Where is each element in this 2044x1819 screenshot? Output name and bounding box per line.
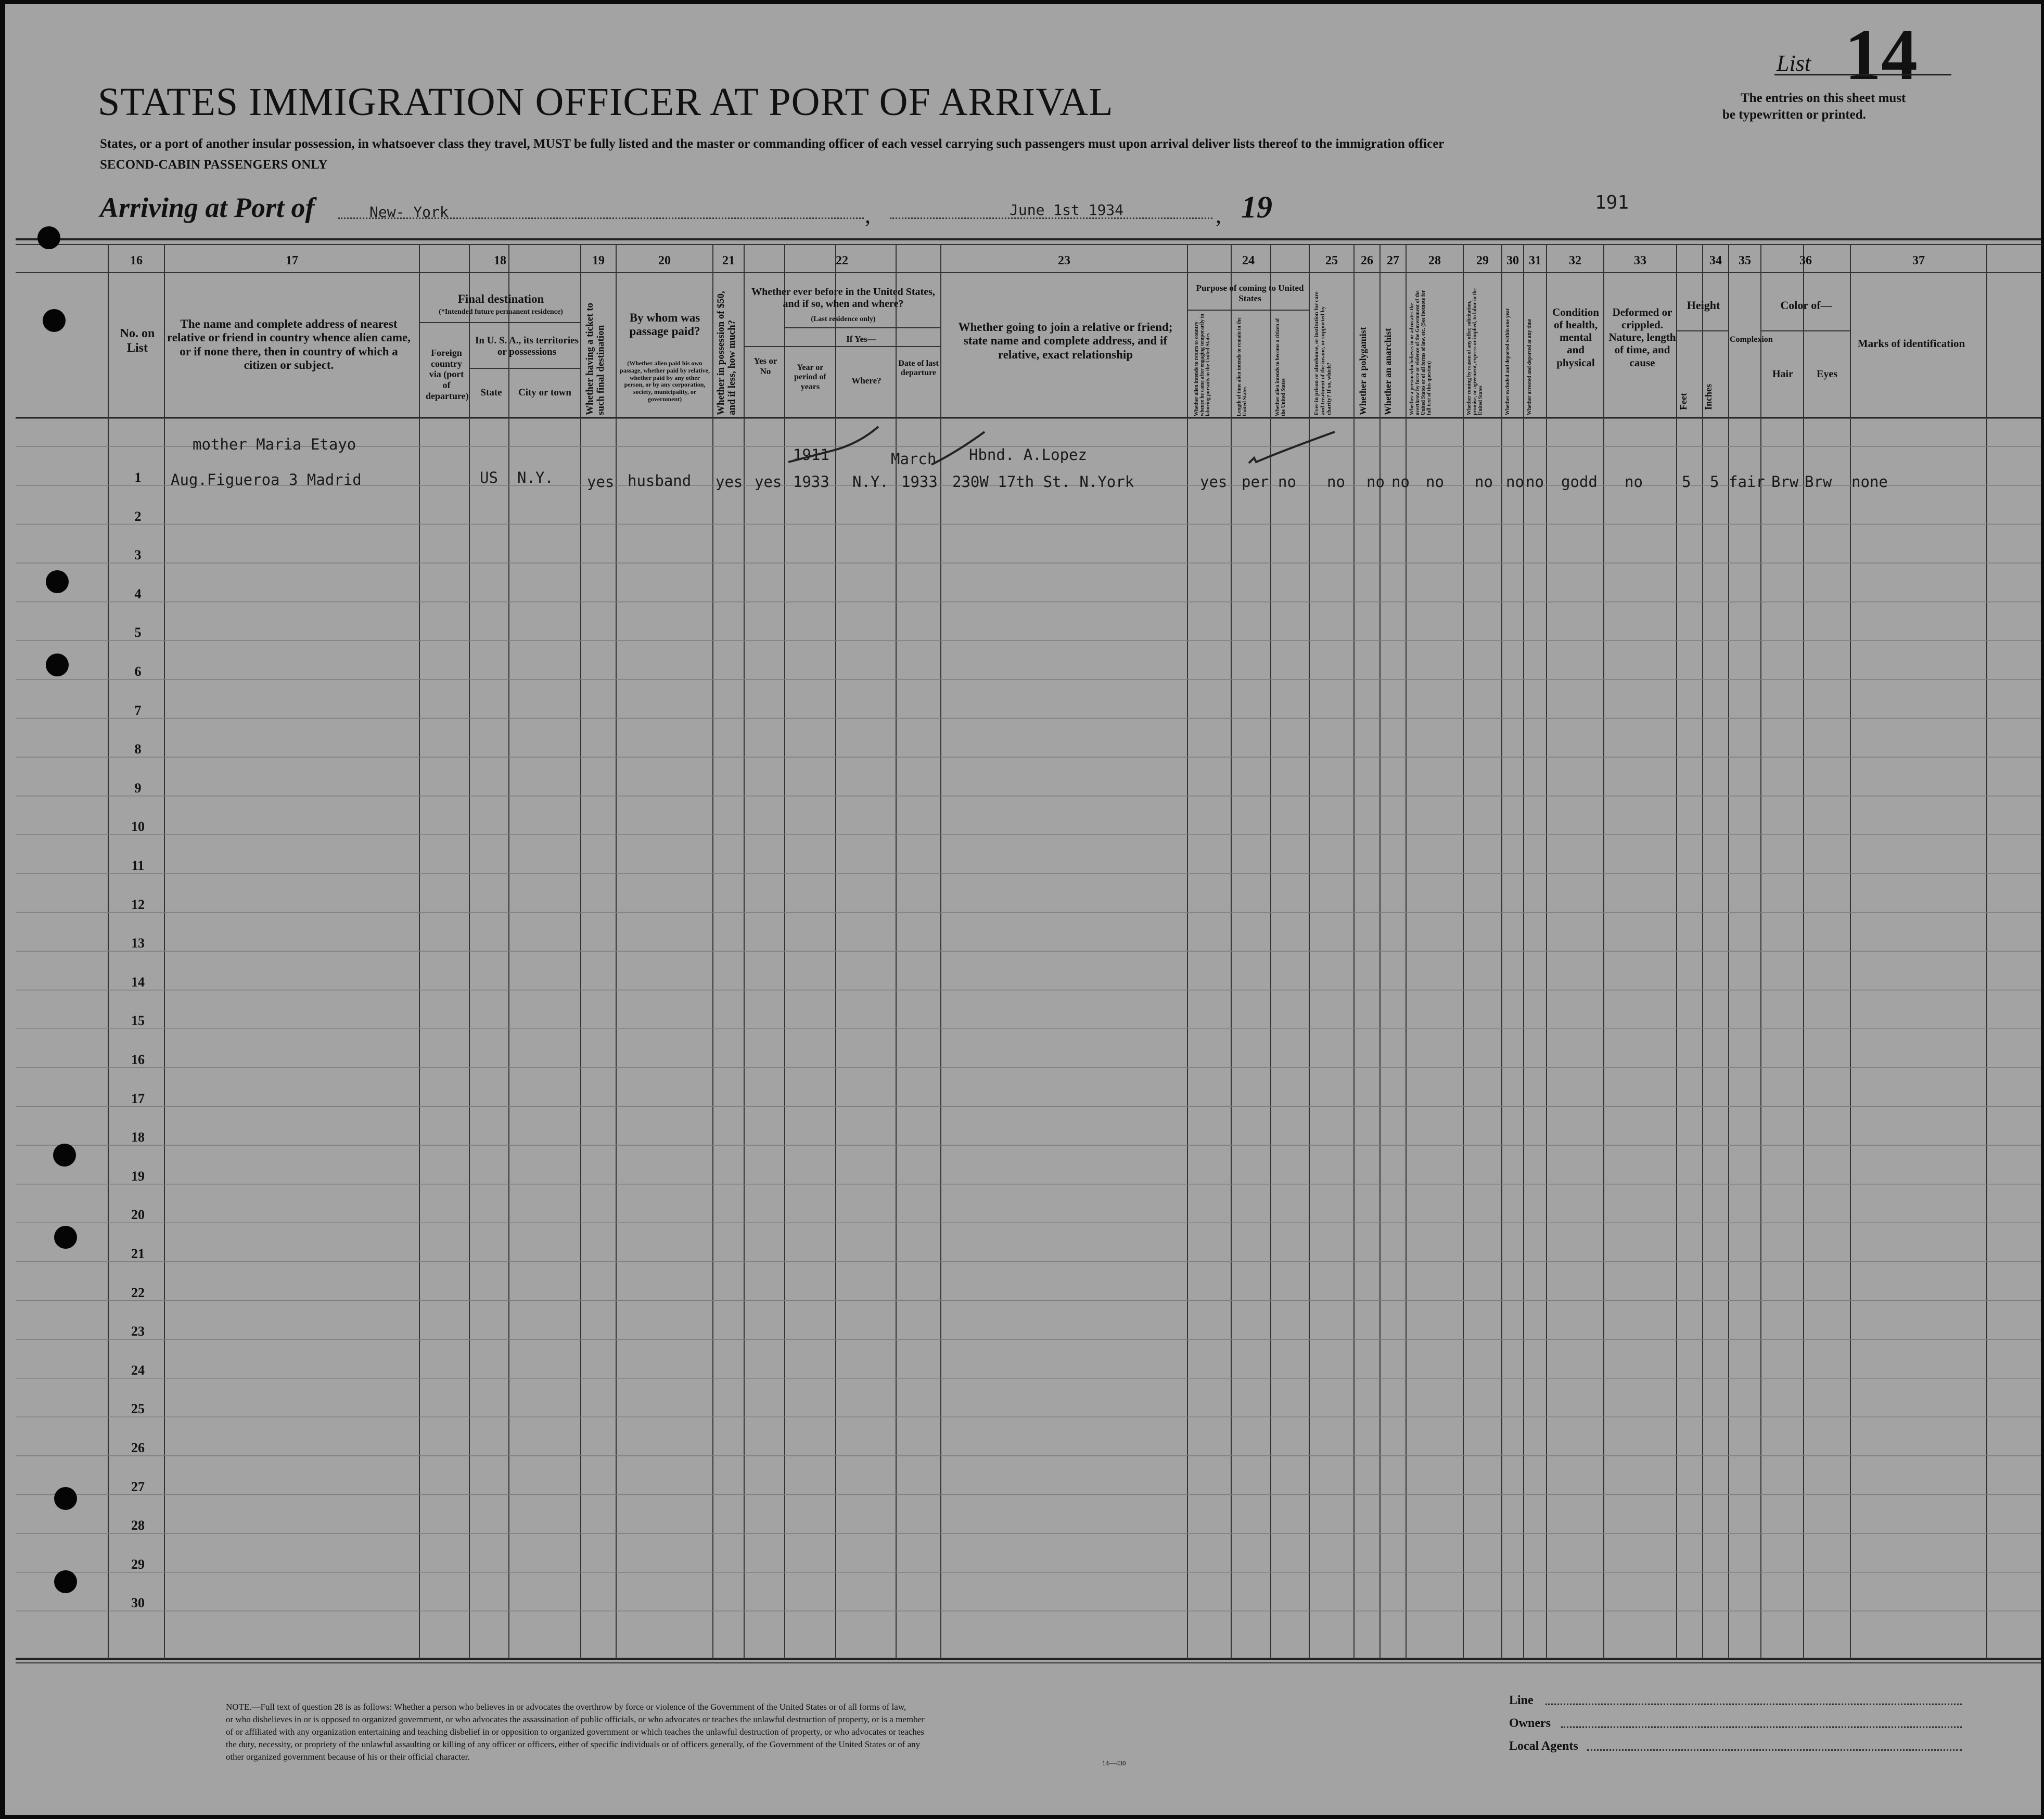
column-number: 28 (1428, 254, 1441, 267)
column-number: 25 (1325, 254, 1338, 267)
entry-city: N.Y. (517, 469, 554, 486)
entry-departure-month: March (891, 450, 937, 468)
header-feet: Feet (1678, 393, 1689, 410)
entry-polygamist: no (1366, 473, 1385, 491)
column-number: 20 (658, 254, 671, 267)
header-inches: Inches (1703, 383, 1714, 410)
header-final-destination-sub: (*Intended future permanent residence) (439, 308, 563, 316)
column-number: 23 (1058, 254, 1070, 267)
date-value: June 1st 1934 (1010, 201, 1124, 219)
row-number: 8 (134, 741, 142, 757)
column-number: 24 (1242, 254, 1255, 267)
column-number: 18 (494, 254, 506, 267)
local-agents-field (1587, 1749, 1962, 1751)
entry-eyes: Brw (1805, 473, 1832, 491)
row-number: 13 (131, 936, 145, 951)
row-number: 25 (131, 1401, 145, 1417)
column-number: 35 (1739, 254, 1751, 267)
header-question-28: Whether a person who believes in or advocates the overthrow by force or violence of the Government of the United States or of all forms of law, etc. (See footnote for full text of this question) (1409, 290, 1432, 415)
header-if-yes: If Yes— (846, 334, 876, 344)
page-title: STATES IMMIGRATION OFFICER AT PORT OF ARRIVAL (98, 80, 1114, 124)
header-purpose-return: Whether alien intends to return to country whence he came after engaging temporarily in laboring pursuits in the United States (1194, 314, 1211, 416)
row-number: 19 (131, 1168, 145, 1184)
header-in-usa: In U. S. A., its territories or possessions (475, 335, 579, 357)
header-anarchist: Whether an anarchist (1383, 328, 1393, 415)
header-no-on-list: No. on List (120, 327, 155, 355)
header-passage-paid-sub: (Whether alien paid his own passage, whether paid by relative, whether paid by any other person, or by any corporation, society, municipality, or government) (620, 360, 710, 403)
entry-where: N.Y. (852, 473, 889, 491)
stamp-number: 191 (1595, 192, 1629, 213)
entry-excluded: no (1506, 473, 1524, 491)
footnote-line: of or affiliated with any organization entertaining and teaching disbelief in or opposition to organized government or which teaches the unlawful destruction of property, or who advocates or teaches (226, 1727, 924, 1737)
header-complexion: Complexion (1730, 335, 1773, 344)
header-last-departure: Date of last departure (898, 359, 939, 378)
entry-return-intent: yes (1200, 473, 1228, 491)
row-number: 5 (134, 625, 142, 641)
entry-possession-50: yes (716, 473, 743, 491)
row-number: 6 (134, 664, 142, 679)
header-deported: Whether arrested and deported at any time (1527, 318, 1532, 415)
line-label: Line (1509, 1694, 1534, 1707)
year-prefix: 19 (1241, 190, 1272, 224)
header-health: Condition of health, mental and physical (1552, 306, 1599, 369)
arriving-label: Arriving at Port of (100, 192, 315, 223)
header-height: Height (1687, 299, 1720, 312)
header-purpose: Purpose of coming to United States (1196, 283, 1304, 303)
line-field (1545, 1703, 1962, 1705)
entry-marks: none (1851, 473, 1888, 491)
entry-state: US (480, 469, 498, 486)
footnote-line: other organized government because of his or their official character. (226, 1752, 470, 1762)
column-number: 32 (1569, 254, 1581, 267)
header-city: City or town (518, 387, 572, 398)
form-number: 14—430 (1102, 1759, 1126, 1767)
entry-before-in-us: yes (755, 473, 782, 491)
entry-anarchist: no (1391, 473, 1410, 491)
entry-year-1: 1911 (793, 446, 829, 464)
column-number: 30 (1506, 254, 1519, 267)
row-number: 4 (134, 586, 142, 601)
row-number: 10 (131, 819, 145, 835)
header-last-residence: (Last residence only) (811, 315, 876, 323)
column-number: 21 (722, 254, 735, 267)
header-purpose-length: Length of time alien intends to remain in the United States (1236, 317, 1248, 416)
row-number: 7 (134, 702, 142, 718)
entry-hair: Brw (1771, 473, 1799, 491)
column-number: 33 (1634, 254, 1646, 267)
header-ticket: Whether having a ticket to such final destination (584, 302, 606, 415)
check-mark-annotations (5, 4, 2041, 1815)
header-foreign-country: Foreign country via (port of departure) (426, 348, 469, 401)
header-join-relative: Whether going to join a relative or friend; state name and complete address, and if relative, exact relationship (958, 321, 1173, 361)
header-final-destination: Final destination (457, 292, 544, 305)
header-ever-before: Whether ever before in the United States, and if so, when and where? (751, 286, 935, 310)
header-deformed: Deformed or crippled. Nature, length of time, and cause (1608, 306, 1676, 369)
list-label: List (1777, 50, 1811, 76)
entry-year-2: 1933 (793, 473, 829, 491)
row-number: 17 (131, 1091, 145, 1106)
header-prison: Ever in prison or almshouse, or institution for care and treatment of the insane, or supported by charity? If so, which? (1313, 291, 1333, 415)
entry-q28: no (1426, 473, 1444, 491)
row-number: 23 (131, 1324, 145, 1339)
entry-citizen: no (1278, 473, 1296, 491)
entry-relative-line2: Aug.Figueroa 3 Madrid (171, 471, 362, 489)
header-year-period: Year or period of years (794, 363, 826, 391)
column-number: 17 (286, 254, 298, 267)
column-number: 19 (592, 254, 605, 267)
entry-passage-paid: husband (628, 472, 692, 490)
header-color-of: Color of— (1780, 299, 1832, 312)
footnote-line: the duty, necessity, or propriety of the unlawful assaulting or killing of any officer or officers, either of specific individuals or of officers generally, of the Government of the United States or of any (226, 1739, 921, 1749)
column-number: 16 (130, 254, 143, 267)
comma: , (1216, 202, 1221, 228)
owners-label: Owners (1509, 1716, 1551, 1730)
typewritten-note: The entries on this sheet must (1741, 91, 1906, 105)
row-number: 27 (131, 1479, 145, 1494)
comma: , (865, 202, 871, 228)
typewritten-note: be typewritten or printed. (1722, 108, 1866, 122)
row-number: 1 (134, 470, 142, 485)
footnote-line: NOTE.—Full text of question 28 is as follows: Whether a person who believes in or advocates the overthrow by force or violence of the Government of the United States or of all forms of law, (226, 1702, 906, 1712)
instructions-line: States, or a port of another insular possession, in whatsoever class they travel, MUST be fully listed and the master or commanding officer of each vessel carrying such passengers must upon arrival deliver lists thereof to the immigration officer (100, 137, 1445, 151)
entry-length-of-stay: per (1242, 473, 1269, 491)
entry-join-line1: Hbnd. A.Lopez (969, 446, 1087, 464)
row-number: 20 (131, 1207, 145, 1223)
entry-prison: no (1327, 473, 1345, 491)
header-yes-no: Yes or No (753, 356, 777, 376)
second-cabin-line: SECOND-CABIN PASSENGERS ONLY (100, 158, 328, 172)
header-state: State (480, 387, 502, 398)
row-number: 22 (131, 1285, 145, 1300)
owners-field (1561, 1726, 1962, 1728)
entry-departure-year: 1933 (901, 473, 938, 491)
entry-complexion: fair (1729, 473, 1765, 491)
row-number: 2 (134, 508, 142, 524)
row-number: 9 (134, 780, 142, 796)
column-number: 27 (1387, 254, 1399, 267)
row-number: 24 (131, 1362, 145, 1378)
header-passage-paid: By whom was passage paid? (629, 311, 700, 338)
header-hair: Hair (1772, 368, 1793, 380)
header-excluded: Whether excluded and deported within one year (1505, 308, 1511, 415)
footnote-line: or who disbelieves in or is opposed to organized government, or who advocates the assassination of public officials, or who advocates or teaches the unlawful destruction of property, or is a member (226, 1714, 925, 1724)
header-purpose-citizen: Whether alien intends to become a citizen of the United States (1275, 318, 1286, 416)
column-number: 37 (1912, 254, 1925, 267)
column-number: 29 (1476, 254, 1489, 267)
row-number: 21 (131, 1246, 145, 1261)
port-value: New- York (369, 203, 449, 221)
column-number: 26 (1361, 254, 1373, 267)
list-number: 14 (1845, 15, 1918, 95)
entry-feet: 5 (1682, 473, 1691, 491)
row-number: 28 (131, 1518, 145, 1533)
header-offer-labor: Whether coming by reason of any offer, solicitation, promise, or agreement, express or implied, to labor in the United States (1466, 288, 1484, 415)
column-number: 22 (836, 254, 848, 267)
entry-offer-labor: no (1475, 473, 1493, 491)
header-eyes: Eyes (1817, 368, 1837, 380)
column-number: 36 (1799, 254, 1812, 267)
row-number: 18 (131, 1130, 145, 1145)
entry-relative-line1: mother Maria Etayo (193, 435, 356, 453)
entry-join-line2: 230W 17th St. N.York (952, 473, 1134, 491)
entry-inches: 5 (1710, 473, 1719, 491)
row-number: 26 (131, 1440, 145, 1455)
header-where: Where? (851, 376, 882, 386)
row-number: 29 (131, 1556, 145, 1572)
entry-ticket: yes (587, 473, 615, 491)
manifest-sheet (5, 4, 2041, 1815)
header-polygamist: Whether a polygamist (1358, 327, 1368, 415)
row-number: 11 (131, 858, 145, 873)
header-possession-50: Whether in possession of $50, and if less, how much? (716, 291, 737, 415)
row-number: 16 (131, 1052, 145, 1067)
entry-deported: no (1526, 473, 1544, 491)
row-number: 3 (134, 547, 142, 563)
entry-deformed: no (1625, 473, 1643, 491)
row-number: 15 (131, 1013, 145, 1029)
column-number: 34 (1709, 254, 1722, 267)
entry-health: godd (1561, 473, 1598, 491)
header-nearest-relative: The name and complete address of nearest relative or friend in country whence alien came, or if none there, then in country of which a citizen or subject. (167, 317, 411, 372)
column-number: 31 (1529, 254, 1541, 267)
row-number: 30 (131, 1595, 145, 1611)
row-number: 12 (131, 896, 145, 912)
header-marks: Marks of identification (1857, 337, 1965, 350)
row-number: 14 (131, 974, 145, 990)
local-agents-label: Local Agents (1509, 1739, 1578, 1753)
